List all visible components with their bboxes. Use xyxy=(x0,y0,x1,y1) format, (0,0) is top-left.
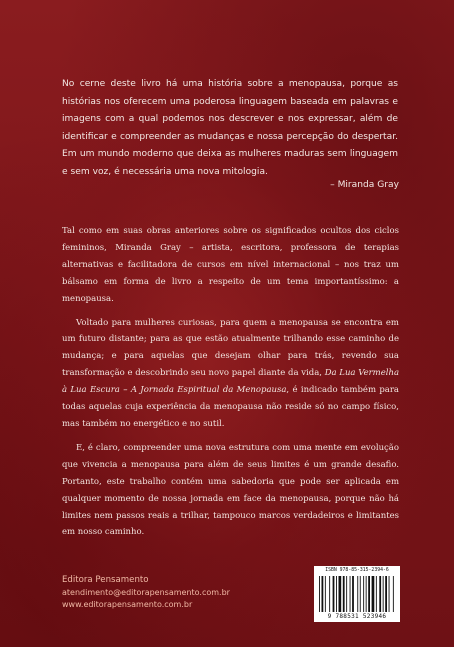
barcode-digits: 9 788531 523946 xyxy=(327,613,387,620)
synopsis-paragraph-2-start: Voltado para mulheres curiosas, para quem a menopausa se encontra em um futuro distante; para as que estão atualmente trilhando esse caminho de mudança; e para aquelas que desejam olhar para trás, revendo sua transformação e descobrindo seu novo papel diante da vida, xyxy=(62,317,399,379)
isbn-label: ISBN 978-85-315-2394-6 xyxy=(325,568,389,573)
book-title-italic: Da Lua Vermelha à Lua Escura – A Jornada Espiritual da Menopausa xyxy=(62,368,400,396)
synopsis xyxy=(62,223,399,548)
publisher-name: Editora Pensamento xyxy=(62,575,149,585)
publisher-info xyxy=(62,574,230,612)
epigraph-author: – Miranda Gray xyxy=(330,180,399,190)
epigraph-quote: No cerne deste livro há uma história sobre a menopausa, porque as histórias nos oferecem uma poderosa linguagem baseada em palavras e imagens com a qual podemos nos descrever e nos expressar, além de identificar e compreender as mudanças e nossa percepção do despertar. Em um mundo moderno que deixa as mulheres maduras sem linguagem e sem voz, é necessária uma nova mitologia. xyxy=(62,79,398,177)
synopsis-paragraph-2 xyxy=(62,315,399,433)
synopsis-paragraph-3: E, é claro, compreender uma nova estrutura com uma mente em evolução que vivencia a menopausa para além de seus limites é um grande desafio. Portanto, este trabalho contém uma sabedoria que pode ser aplicada em qualquer momento de nossa jornada em face da menopausa, porque não há limites nem passos reais a trilhar, tampouco marcos verdadeiros e limitantes em nosso caminho. xyxy=(62,442,399,538)
synopsis-paragraph-1: Tal como em suas obras anteriores sobre os significados ocultos dos ciclos femininos, Miranda Gray – artista, escritora, professora de terapias alternativas e facilitadora de cursos em nível internacional – nos traz um bálsamo em forma de livro a respeito de um tema importantíssimo: a menopausa. xyxy=(62,226,399,304)
barcode xyxy=(314,566,400,622)
barcode-bars xyxy=(319,576,395,612)
publisher-email: atendimento@editorapensamento.com.br xyxy=(62,587,230,597)
synopsis-paragraph-2-end: , é indicado também para todas aquelas cuja experiência da menopausa não reside só no campo físico, mas também no energético e no sutil. xyxy=(62,385,399,429)
publisher-website: www.editorapensamento.com.br xyxy=(62,600,193,609)
